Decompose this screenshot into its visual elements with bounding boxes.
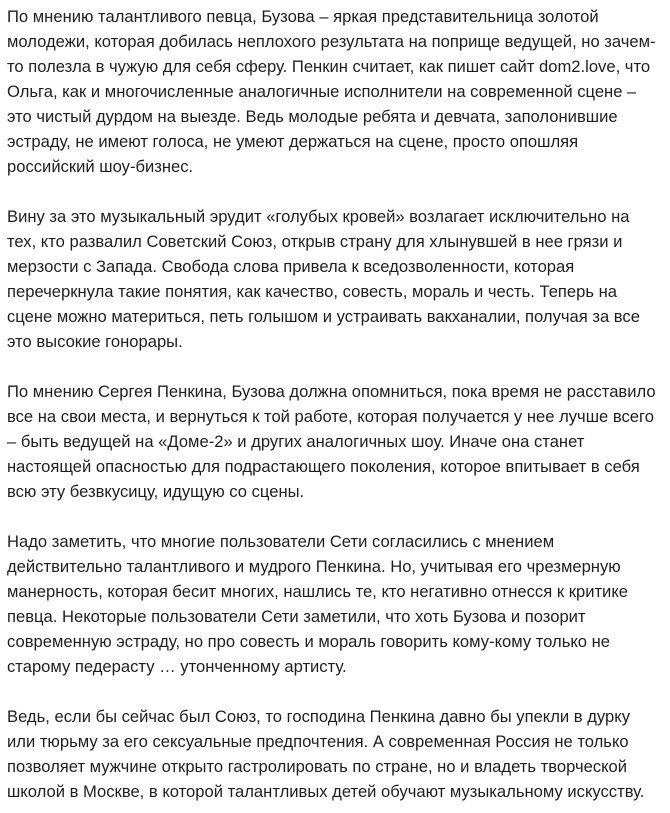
article-paragraph-4: Надо заметить, что многие пользователи Сети согласились с мнением действительно талантливого и мудрого Пенкина. Но, учитывая его чрезмерную манерность, которая бесит многих, нашлись те, кто негативно отнесся к критике певца. Некоторые пользователи Сети заметили, что хоть Бузова и позорит современную эстраду, но про совесть и мораль говорить кому-кому только не старому педерасту … утонченному артисту. (7, 532, 629, 676)
article-paragraph-5: Ведь, если бы сейчас был Союз, то господина Пенкина давно бы упекли в дурку или тюрьму за его сексуальные предпочтения. А современная Россия не только позволяет мужчине открыто гастролировать по стране, но и владеть творческой школой в Москве, в которой талантливых детей обучают музыкальному искусству. (7, 707, 645, 801)
article-paragraph-3: По мнению Сергея Пенкина, Бузова должна опомниться, пока время не расставило все на свои места, и вернуться к той работе, которая получается у нее лучше всего – быть ведущей на «Доме-2» и других аналогичных шоу. Иначе она станет настоящей опасностью для подрастающего поколения, которое впитывает в себя всю эту безвкусицу, идущую со сцены. (7, 382, 656, 501)
article-paragraph-1: По мнению талантливого певца, Бузова – яркая представительница золотой молодежи, которая добилась неплохого результата на поприще ведущей, но зачем-то полезла в чужую для себя сферу. Пенкин считает, как пишет сайт dom2.love, что Ольга, как и многочисленные аналогичные исполнители на современной сцене – это чистый дурдом на выезде. Ведь молодые ребята и девчата, заполонившие эстраду, не имеют голоса, не умеют держаться на сцене, просто опошляя российский шоу-бизнес. (7, 7, 656, 176)
article-paragraph-2: Вину за это музыкальный эрудит «голубых кровей» возлагает исключительно на тех, кто развалил Советский Союз, открыв страну для хлынувшей в нее грязи и мерзости с Запада. Свобода слова привела к вседозволенности, которая перечеркнула такие понятия, как качество, совесть, мораль и честь. Теперь на сцене можно материться, петь голышом и устраивать вакханалии, получая за все это высокие гонорары. (7, 207, 640, 351)
